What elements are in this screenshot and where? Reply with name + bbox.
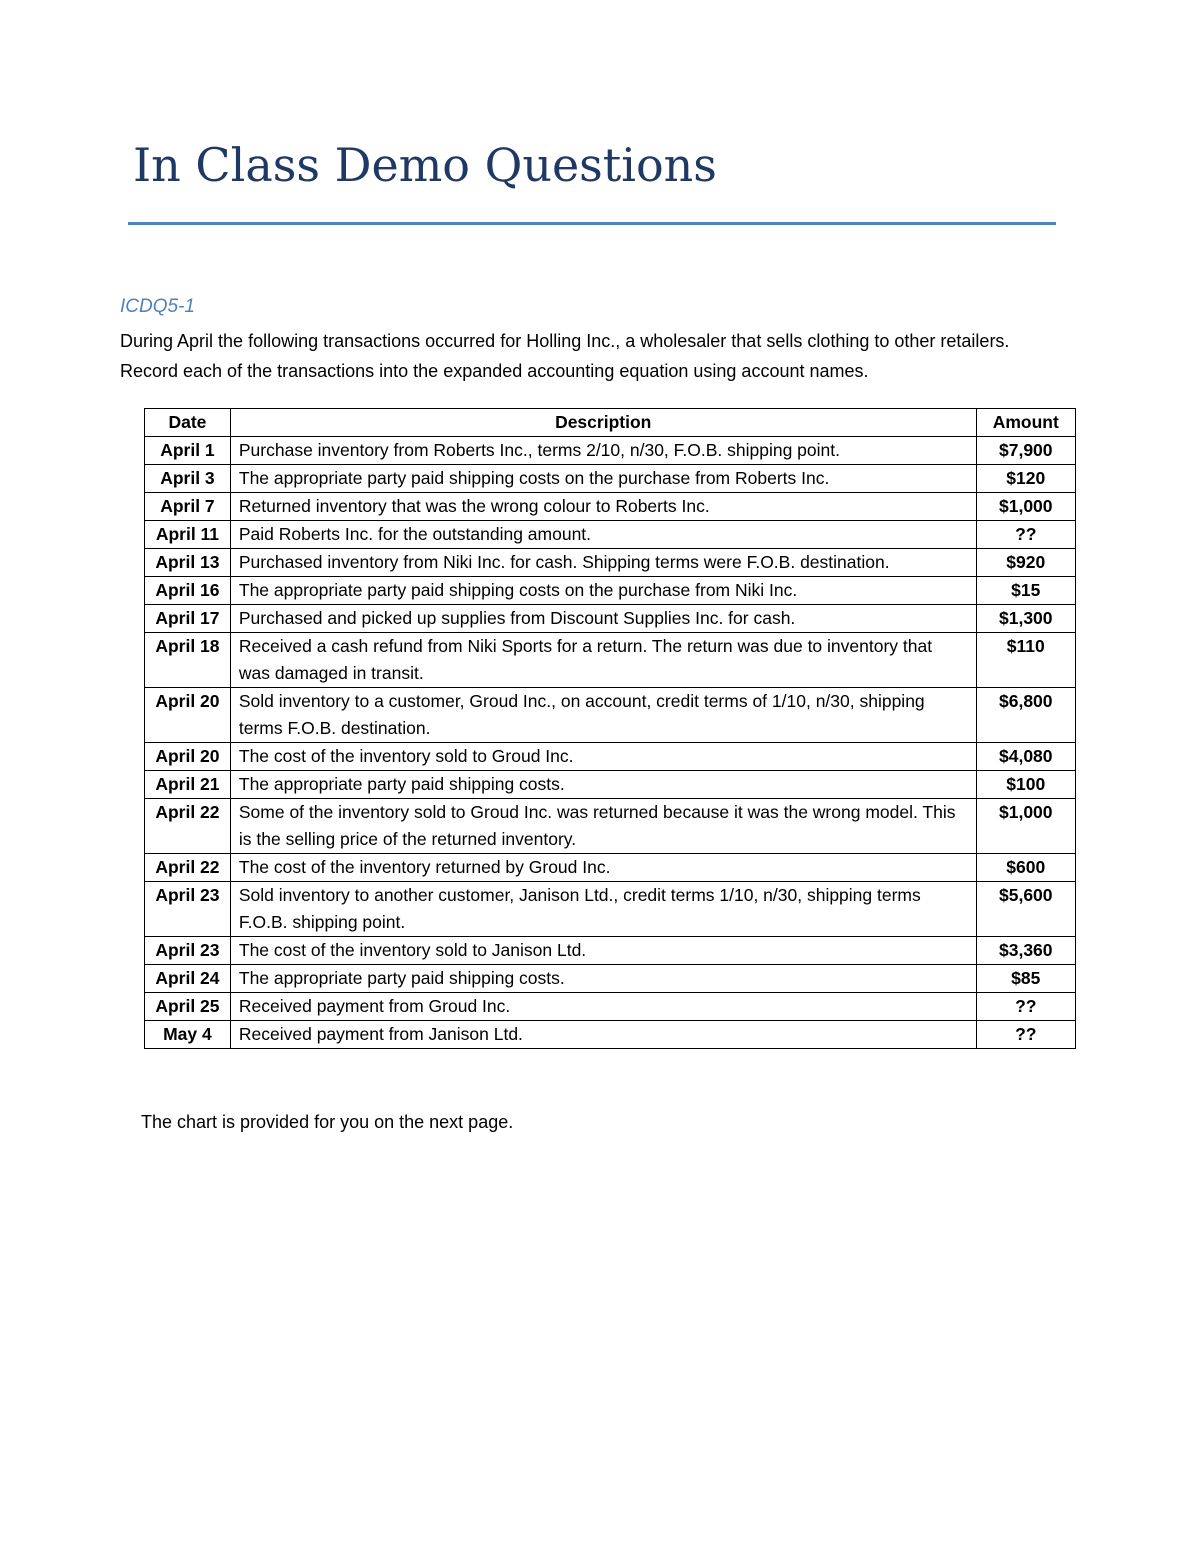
row-amount: ?? (976, 993, 1075, 1021)
row-amount: $1,000 (976, 799, 1075, 854)
row-date: April 21 (145, 771, 231, 799)
row-date: April 13 (145, 549, 231, 577)
row-date: April 7 (145, 493, 231, 521)
row-amount: $6,800 (976, 688, 1075, 743)
row-description: The appropriate party paid shipping costs on the purchase from Niki Inc. (230, 577, 976, 605)
row-date: April 18 (145, 633, 231, 688)
row-description: Some of the inventory sold to Groud Inc. was returned because it was the wrong model. This is the selling price of the returned inventory. (230, 799, 976, 854)
row-description: Returned inventory that was the wrong colour to Roberts Inc. (230, 493, 976, 521)
row-description: Sold inventory to another customer, Janison Ltd., credit terms 1/10, n/30, shipping terms F.O.B. shipping point. (230, 882, 976, 937)
row-date: April 16 (145, 577, 231, 605)
table-row (145, 799, 1076, 854)
row-amount: $85 (976, 965, 1075, 993)
row-description: Received payment from Groud Inc. (230, 993, 976, 1021)
table-row (145, 965, 1076, 993)
row-amount: $4,080 (976, 743, 1075, 771)
row-amount: $120 (976, 465, 1075, 493)
row-description: The appropriate party paid shipping costs on the purchase from Roberts Inc. (230, 465, 976, 493)
row-description: Sold inventory to a customer, Groud Inc., on account, credit terms of 1/10, n/30, shipping terms F.O.B. destination. (230, 688, 976, 743)
row-date: April 11 (145, 521, 231, 549)
row-date: April 17 (145, 605, 231, 633)
row-date: April 23 (145, 882, 231, 937)
row-description: Purchased and picked up supplies from Discount Supplies Inc. for cash. (230, 605, 976, 633)
table-row (145, 577, 1076, 605)
row-amount: $100 (976, 771, 1075, 799)
row-date: April 24 (145, 965, 231, 993)
table-row (145, 549, 1076, 577)
row-date: April 3 (145, 465, 231, 493)
row-date: April 1 (145, 437, 231, 465)
row-date: April 22 (145, 854, 231, 882)
row-description: The appropriate party paid shipping costs. (230, 771, 976, 799)
table-header-row (145, 409, 1076, 437)
table-row (145, 771, 1076, 799)
row-description: Paid Roberts Inc. for the outstanding amount. (230, 521, 976, 549)
row-description: The cost of the inventory returned by Groud Inc. (230, 854, 976, 882)
table-row (145, 493, 1076, 521)
table-row (145, 465, 1076, 493)
row-date: April 20 (145, 743, 231, 771)
row-amount: $5,600 (976, 882, 1075, 937)
header-description: Description (230, 409, 976, 437)
row-date: April 20 (145, 688, 231, 743)
table-row (145, 1021, 1076, 1049)
header-date: Date (145, 409, 231, 437)
row-date: April 23 (145, 937, 231, 965)
table-row (145, 605, 1076, 633)
header-amount: Amount (976, 409, 1075, 437)
table-row (145, 688, 1076, 743)
row-description: Purchase inventory from Roberts Inc., terms 2/10, n/30, F.O.B. shipping point. (230, 437, 976, 465)
closing-note: The chart is provided for you on the next page. (141, 1112, 514, 1132)
row-description: The cost of the inventory sold to Janison Ltd. (230, 937, 976, 965)
row-amount: ?? (976, 521, 1075, 549)
row-date: May 4 (145, 1021, 231, 1049)
transactions-table (144, 408, 1076, 1049)
row-amount: $110 (976, 633, 1075, 688)
row-amount: ?? (976, 1021, 1075, 1049)
row-description: Received a cash refund from Niki Sports for a return. The return was due to inventory that was damaged in transit. (230, 633, 976, 688)
row-amount: $3,360 (976, 937, 1075, 965)
question-id: ICDQ5-1 (120, 296, 195, 317)
row-description: Received payment from Janison Ltd. (230, 1021, 976, 1049)
table-row (145, 521, 1076, 549)
row-date: April 22 (145, 799, 231, 854)
row-amount: $600 (976, 854, 1075, 882)
row-amount: $7,900 (976, 437, 1075, 465)
row-description: Purchased inventory from Niki Inc. for cash. Shipping terms were F.O.B. destination. (230, 549, 976, 577)
table-row (145, 437, 1076, 465)
question-intro: During April the following transactions occurred for Holling Inc., a wholesaler that sells clothing to other retailers. Record each of the transactions into the expanded accounting equation using account names. (120, 331, 1010, 381)
row-description: The cost of the inventory sold to Groud Inc. (230, 743, 976, 771)
table-row (145, 854, 1076, 882)
table-row (145, 993, 1076, 1021)
page-title: In Class Demo Questions (133, 138, 717, 192)
table-row (145, 633, 1076, 688)
table-row (145, 937, 1076, 965)
table-row (145, 743, 1076, 771)
table-row (145, 882, 1076, 937)
row-amount: $15 (976, 577, 1075, 605)
row-description: The appropriate party paid shipping costs. (230, 965, 976, 993)
row-amount: $1,000 (976, 493, 1075, 521)
title-divider (128, 222, 1056, 225)
row-amount: $920 (976, 549, 1075, 577)
row-amount: $1,300 (976, 605, 1075, 633)
row-date: April 25 (145, 993, 231, 1021)
